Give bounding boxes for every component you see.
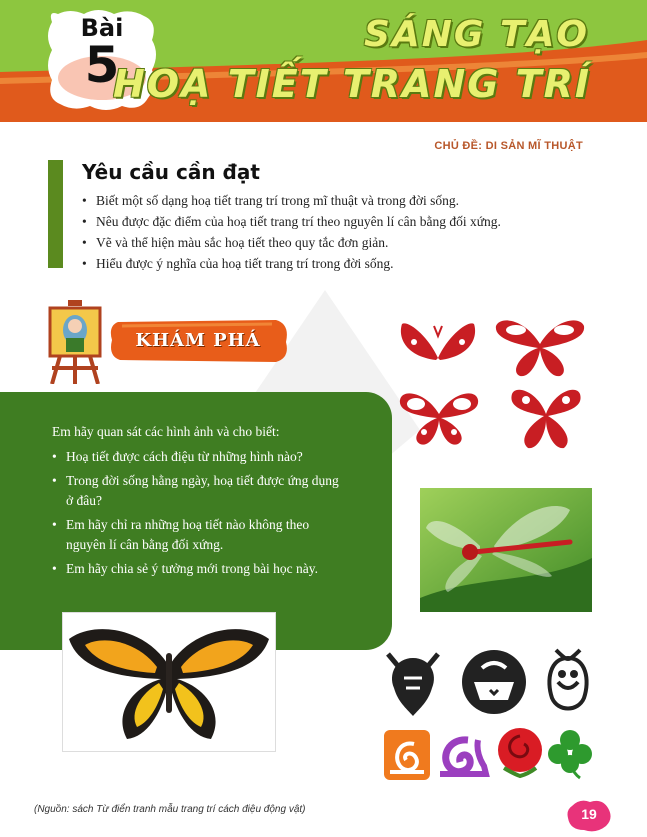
lesson-title-line2: HOẠ TIẾT TRANG TRÍ [112, 62, 591, 106]
page-number: 19 [581, 806, 597, 822]
butterfly-pattern-icon [398, 316, 478, 366]
clover-icon [546, 728, 594, 780]
requirements-accent-bar [48, 160, 63, 268]
topic-label: CHỦ ĐỀ: DI SẢN MĨ THUẬT [434, 140, 583, 152]
explore-question: • Em hãy chia sẻ ý tưởng mới trong bài học này. [52, 559, 342, 579]
swallowtail-butterfly-icon [63, 613, 275, 751]
image-source-note: (Nguồn: sách Từ điển tranh mẫu trang trí cách điệu động vật) [34, 804, 306, 815]
explore-question-list [52, 447, 342, 583]
explore-question: • Hoạ tiết được cách điệu từ những hình nào? [52, 447, 342, 467]
lesson-number: 5 [84, 36, 120, 94]
lesson-label: Bài [80, 14, 124, 42]
lobster-motif-icon [382, 648, 444, 718]
swallowtail-butterfly-photo [62, 612, 276, 752]
requirement-item: • Biết một số dạng hoạ tiết trang trí trong mĩ thuật và trong đời sống. [82, 190, 602, 211]
butterfly-pattern-icon [508, 384, 584, 450]
lesson-title-line1: SÁNG TẠO [363, 14, 589, 55]
explore-intro: Em hãy quan sát các hình ảnh và cho biết: [52, 424, 280, 439]
easel-painting-icon [46, 300, 104, 384]
requirements-title: Yêu cầu cần đạt [82, 160, 260, 184]
butterfly-pattern-icon [396, 386, 482, 446]
explore-question: • Trong đời sống hằng ngày, hoạ tiết được ứng dụng ở đâu? [52, 471, 342, 511]
snail-icon [384, 730, 430, 780]
crab-motif-icon [460, 648, 528, 716]
rose-icon [494, 726, 546, 780]
butterfly-pattern-icon [494, 314, 586, 378]
requirements-list [82, 190, 602, 274]
requirement-item: • Nêu được đặc điểm của hoạ tiết trang trí theo nguyên lí cân bằng đối xứng. [82, 211, 602, 232]
explore-label: KHÁM PHÁ [135, 330, 261, 351]
beetle-motif-icon [540, 646, 596, 716]
requirement-item: • Hiểu được ý nghĩa của hoạ tiết trang trí trong đời sống. [82, 253, 602, 274]
dragonfly-photo [420, 488, 592, 612]
explore-question: • Em hãy chỉ ra những hoạ tiết nào không theo nguyên lí cân bằng đối xứng. [52, 515, 342, 555]
snail-icon [436, 730, 490, 780]
requirement-item: • Vẽ và thể hiện màu sắc hoạ tiết theo quy tắc đơn giản. [82, 232, 602, 253]
